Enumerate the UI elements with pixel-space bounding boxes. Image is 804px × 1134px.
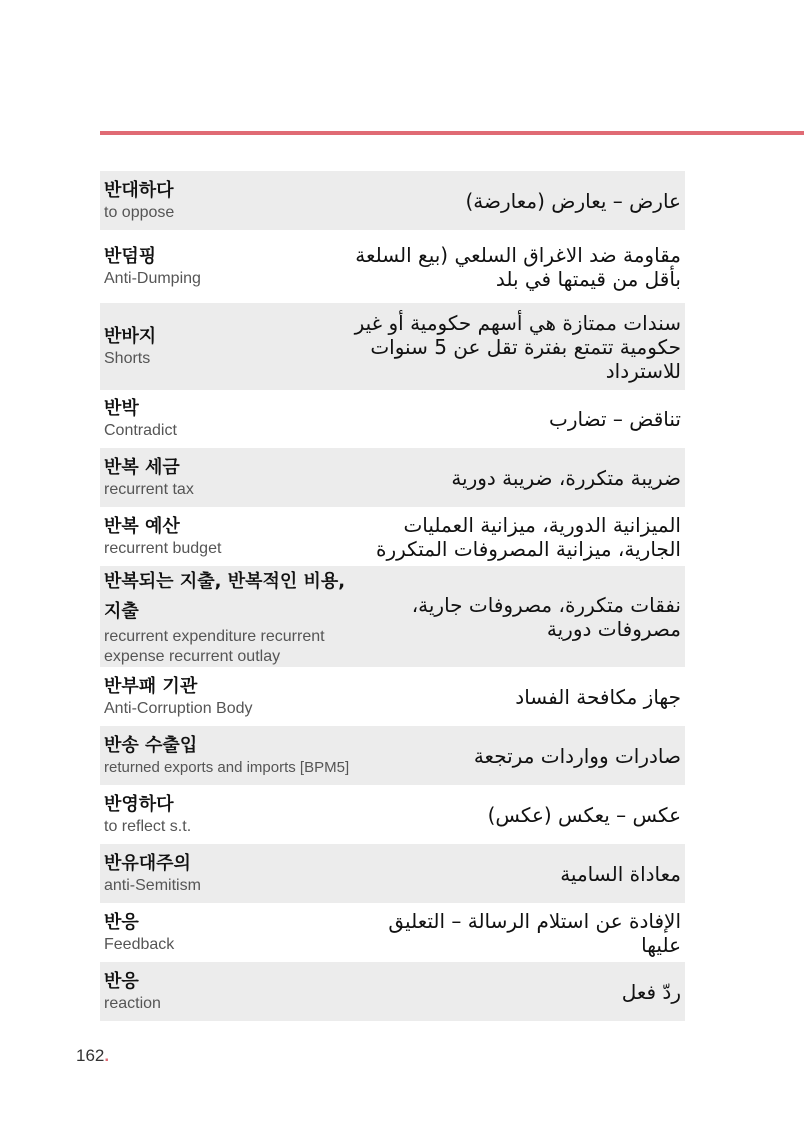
korean-term: 반영하다 [104, 793, 174, 815]
glossary-entry [100, 448, 685, 507]
page-number-dot: . [104, 1046, 110, 1065]
glossary-entry [100, 667, 685, 726]
english-term: returned exports and imports [BPM5] [104, 758, 350, 776]
korean-term: 반응 [104, 970, 139, 992]
glossary-entry [100, 566, 685, 667]
glossary-entry [100, 726, 685, 785]
glossary-entry [100, 962, 685, 1021]
page-number-value: 162 [76, 1046, 105, 1065]
arabic-term: ضريبة متكررة، ضريبة دورية [451, 465, 681, 490]
korean-term: 반바지 [104, 325, 157, 347]
source-terms [104, 734, 354, 778]
english-term: recurrent budget [104, 539, 222, 557]
source-terms [104, 179, 354, 223]
korean-term: 반부패 기관 [104, 675, 198, 697]
source-terms [104, 245, 354, 289]
source-terms [104, 567, 354, 667]
top-rule [100, 131, 804, 135]
glossary-entry [100, 844, 685, 903]
glossary-entry [100, 507, 685, 566]
english-term: recurrent expenditure recurrent expense recurrent outlay [104, 627, 325, 665]
korean-term: 반송 수출입 [104, 734, 198, 756]
english-term: Feedback [104, 935, 175, 953]
glossary-list [100, 171, 685, 1021]
english-term: reaction [104, 994, 161, 1012]
source-terms [104, 325, 354, 369]
source-terms [104, 852, 354, 896]
source-terms [104, 456, 354, 500]
korean-term: 반복 예산 [104, 515, 180, 537]
source-terms [104, 911, 354, 955]
arabic-term: صادرات وواردات مرتجعة [473, 743, 681, 768]
arabic-term: عارض – يعارض (معارضة) [465, 188, 681, 213]
korean-term: 반응 [104, 911, 139, 933]
glossary-entry [100, 785, 685, 844]
english-term: to oppose [104, 203, 175, 221]
korean-term: 반대하다 [104, 179, 174, 201]
arabic-term: نفقات متكررة، مصروفات جارية، مصروفات دورية [411, 592, 681, 641]
korean-term: 반복되는 지출, 반복적인 비용, 지출 [104, 570, 346, 622]
arabic-term: الإفادة عن استلام الرسالة – التعليق عليها [388, 908, 681, 957]
arabic-term: مقاومة ضد الاغراق السلعي (بيع السلعة بأقل من قيمتها في بلد [355, 242, 681, 291]
arabic-term: معاداة السامية [560, 861, 681, 886]
arabic-term: تناقض – تضارب [549, 407, 681, 431]
english-term: Anti-Dumping [104, 269, 201, 287]
source-terms [104, 675, 354, 719]
source-terms [104, 515, 354, 559]
arabic-term: ردّ فعل [621, 979, 681, 1004]
page-number [76, 1046, 109, 1066]
arabic-term: الميزانية الدورية، ميزانية العمليات الجارية، ميزانية المصروفات المتكررة [376, 512, 681, 561]
source-terms [104, 793, 354, 837]
glossary-entry [100, 390, 685, 448]
source-terms [104, 970, 354, 1014]
glossary-entry [100, 230, 685, 303]
arabic-term: سندات ممتازة هي أسهم حكومية أو غير حكومية تتمتع بفترة تقل عن 5 سنوات للاسترداد [354, 310, 681, 383]
korean-term: 반유대주의 [104, 852, 191, 874]
english-term: Shorts [104, 349, 151, 367]
korean-term: 반박 [104, 398, 139, 419]
arabic-term: جهاز مكافحة الفساد [515, 684, 681, 709]
korean-term: 반덤핑 [104, 245, 157, 267]
glossary-entry [100, 903, 685, 962]
english-term: to reflect s.t. [104, 817, 192, 835]
arabic-term: عكس – يعكس (عكس) [487, 802, 681, 827]
english-term: anti-Semitism [104, 876, 201, 894]
glossary-entry [100, 171, 685, 230]
korean-term: 반복 세금 [104, 456, 180, 478]
glossary-entry [100, 303, 685, 390]
english-term: recurrent tax [104, 480, 194, 498]
english-term: Contradict [104, 422, 177, 439]
english-term: Anti-Corruption Body [104, 699, 253, 717]
source-terms [104, 397, 354, 441]
